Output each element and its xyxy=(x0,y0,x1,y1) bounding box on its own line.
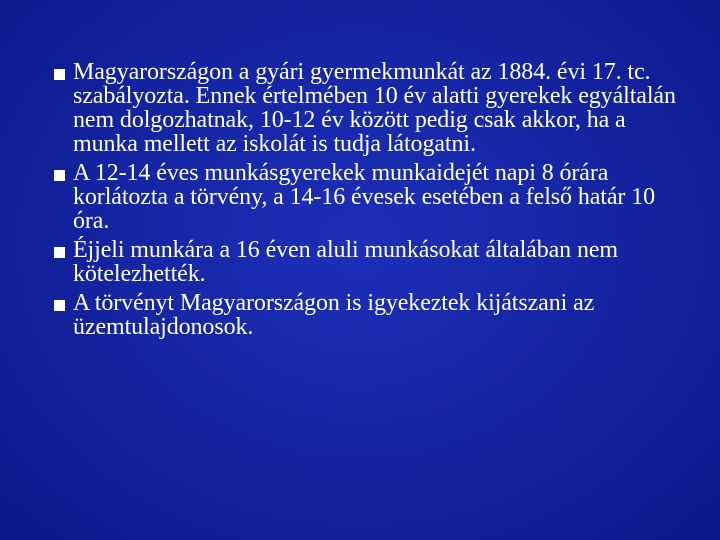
bullet-item xyxy=(52,161,692,233)
bullet-item xyxy=(52,238,692,286)
square-bullet-icon xyxy=(54,300,65,311)
bullet-text: A 12-14 éves munkásgyerekek munkaidejét napi 8 órára korlátozta a törvény, a 14-16 évesek esetében a felső határ 10 óra. xyxy=(73,160,655,234)
square-bullet-icon xyxy=(54,247,65,258)
square-bullet-icon xyxy=(54,69,65,80)
bullet-item xyxy=(52,291,692,339)
bullet-text: A törvényt Magyarországon is igyekeztek kijátszani az üzemtulajdonosok. xyxy=(73,290,595,340)
bullet-text: Magyarországon a gyári gyermekmunkát az 1884. évi 17. tc. szabályozta. Ennek értelmében 10 év alatti gyerekek egyáltalán nem dolgozhatnak, 10-12 év között pedig csak akkor, ha a munka mellett az iskolát is tudja látogatni. xyxy=(73,59,676,157)
bullet-list xyxy=(52,60,692,344)
bullet-text: Éjjeli munkára a 16 éven aluli munkásokat általában nem kötelezhették. xyxy=(73,237,618,287)
bullet-item xyxy=(52,60,692,156)
square-bullet-icon xyxy=(54,170,65,181)
